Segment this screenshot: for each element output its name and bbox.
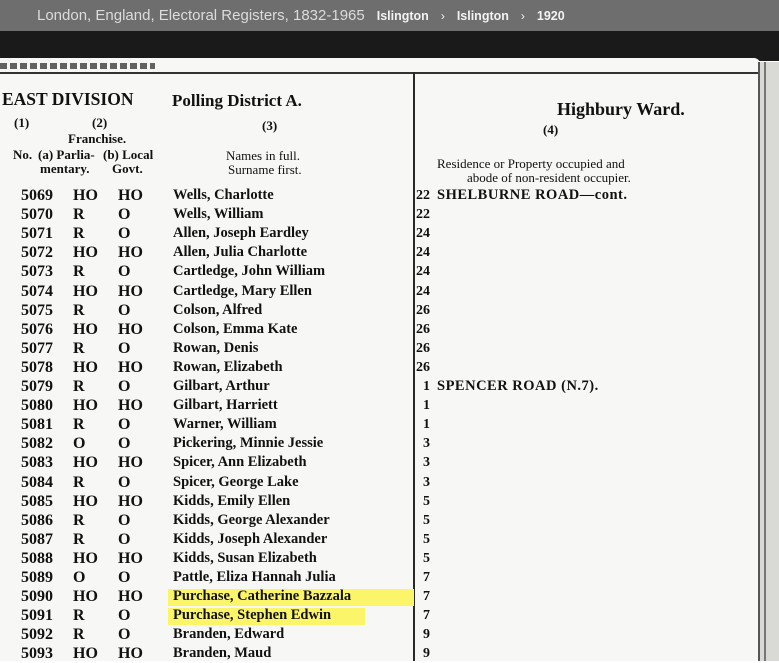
entry-number: 5075 xyxy=(21,301,53,319)
voter-name: Allen, Joseph Eardley xyxy=(173,225,309,242)
local-franchise: HO xyxy=(118,358,143,376)
house-number: 22 xyxy=(416,188,430,203)
house-number: 9 xyxy=(423,646,430,662)
register-row[interactable] xyxy=(0,625,760,644)
register-row[interactable] xyxy=(0,339,760,358)
entry-number: 5078 xyxy=(21,358,53,376)
voter-name: Cartledge, Mary Ellen xyxy=(173,282,312,299)
voter-name: Allen, Julia Charlotte xyxy=(173,244,308,261)
parliamentary-franchise: HO xyxy=(73,397,98,415)
house-number: 26 xyxy=(416,359,430,375)
page-edge-line xyxy=(764,62,766,661)
local-franchise: HO xyxy=(118,645,143,663)
register-row[interactable] xyxy=(0,473,760,492)
register-row[interactable] xyxy=(0,396,760,415)
house-number: 5 xyxy=(423,531,430,547)
col2a-label: (a) Parlia- xyxy=(38,147,95,162)
col2b-label: (b) Local xyxy=(103,147,154,162)
house-number: 3 xyxy=(423,474,430,490)
chevron-right-icon: › xyxy=(440,8,445,23)
local-franchise: HO xyxy=(118,549,143,567)
parliamentary-franchise: R xyxy=(73,416,85,434)
parliamentary-franchise: HO xyxy=(73,454,98,472)
local-franchise: HO xyxy=(118,454,143,472)
voter-name: Pattle, Eliza Hannah Julia xyxy=(173,569,336,585)
local-franchise: O xyxy=(118,511,131,529)
house-number: 24 xyxy=(416,264,430,280)
local-franchise: O xyxy=(118,416,131,434)
house-number: 24 xyxy=(416,226,430,242)
parliamentary-franchise: R xyxy=(73,607,85,625)
col3-label-2: Surname first. xyxy=(228,162,302,177)
entry-number: 5086 xyxy=(21,511,53,529)
register-row[interactable] xyxy=(0,186,760,205)
entry-number: 5092 xyxy=(21,626,53,644)
house-number: 9 xyxy=(423,627,430,643)
house-number: 5 xyxy=(423,493,430,509)
voter-name: Spicer, George Lake xyxy=(173,473,299,490)
parliamentary-franchise: HO xyxy=(73,645,98,663)
voter-name: Branden, Edward xyxy=(173,626,285,643)
entry-number: 5077 xyxy=(21,339,53,357)
collection-title[interactable]: London, England, Electoral Registers, 1832-1965 xyxy=(37,7,365,24)
register-row[interactable] xyxy=(0,205,760,224)
local-franchise: O xyxy=(118,263,131,281)
street-name: SHELBURNE ROAD—cont. xyxy=(437,187,628,203)
parliamentary-franchise: HO xyxy=(73,492,98,510)
breadcrumb-district[interactable]: Islington xyxy=(376,8,429,23)
local-franchise: O xyxy=(118,569,131,586)
voter-name: Pickering, Minnie Jessie xyxy=(173,435,324,452)
parliamentary-franchise: HO xyxy=(73,244,98,262)
local-franchise: O xyxy=(118,435,131,453)
entry-number: 5085 xyxy=(21,492,53,510)
entry-number: 5070 xyxy=(21,206,53,224)
house-number: 22 xyxy=(416,207,430,223)
local-franchise: HO xyxy=(118,320,143,338)
local-franchise: O xyxy=(118,473,131,491)
entry-number: 5072 xyxy=(21,244,53,262)
local-franchise: O xyxy=(118,607,131,625)
chevron-right-icon: › xyxy=(520,8,525,23)
voter-name: Warner, William xyxy=(173,416,277,433)
register-row[interactable] xyxy=(0,549,760,568)
parliamentary-franchise: O xyxy=(73,569,86,586)
parliamentary-franchise: R xyxy=(73,530,85,548)
voter-name: Wells, William xyxy=(173,206,264,223)
col4-label-2: abode of non-resident occupier. xyxy=(467,170,631,185)
parliamentary-franchise: R xyxy=(73,263,85,281)
parliamentary-franchise: R xyxy=(73,626,85,644)
parliamentary-franchise: R xyxy=(73,301,85,319)
house-number: 7 xyxy=(423,608,430,624)
register-row[interactable] xyxy=(0,262,760,281)
parliamentary-franchise: HO xyxy=(73,588,98,606)
house-number: 24 xyxy=(416,283,430,299)
page-edge xyxy=(758,62,779,661)
register-row[interactable] xyxy=(0,606,760,625)
voter-name: Purchase, Stephen Edwin xyxy=(173,607,332,624)
entry-number: 5093 xyxy=(21,645,53,663)
local-franchise: HO xyxy=(118,187,143,204)
voter-name: Branden, Maud xyxy=(173,645,272,662)
entry-number: 5073 xyxy=(21,263,53,281)
entry-number: 5080 xyxy=(21,397,53,415)
col2-number: (2) xyxy=(92,115,108,130)
col2a-label-2: mentary. xyxy=(40,161,90,176)
parliamentary-franchise: R xyxy=(73,511,85,529)
house-number: 7 xyxy=(423,570,430,585)
entry-number: 5090 xyxy=(21,588,53,606)
register-row[interactable] xyxy=(0,644,760,663)
franchise-label: Franchise. xyxy=(68,131,127,146)
entry-number: 5079 xyxy=(21,378,53,395)
parliamentary-franchise: R xyxy=(73,225,85,243)
voter-name: Kidds, Emily Ellen xyxy=(173,492,291,509)
col1-number: (1) xyxy=(14,115,30,130)
local-franchise: HO xyxy=(118,588,143,606)
entry-number: 5089 xyxy=(21,569,53,586)
voter-name: Colson, Emma Kate xyxy=(173,320,298,337)
col1-label: No. xyxy=(13,147,33,162)
parliamentary-franchise: HO xyxy=(73,187,98,204)
house-number: 1 xyxy=(423,417,430,433)
parliamentary-franchise: HO xyxy=(73,320,98,338)
local-franchise: O xyxy=(118,301,131,319)
parliamentary-franchise: HO xyxy=(73,282,98,300)
entry-number: 5083 xyxy=(21,454,53,472)
register-row[interactable] xyxy=(0,587,760,606)
voter-name: Gilbart, Arthur xyxy=(173,378,270,394)
voter-name: Kidds, George Alexander xyxy=(173,511,330,528)
local-franchise: HO xyxy=(118,492,143,510)
voter-name: Kidds, Joseph Alexander xyxy=(173,530,328,547)
local-franchise: HO xyxy=(118,397,143,415)
col3-label: Names in full. xyxy=(226,148,301,163)
viewer-background xyxy=(0,31,779,61)
voter-name: Colson, Alfred xyxy=(173,301,263,318)
local-franchise: O xyxy=(118,339,131,357)
house-number: 1 xyxy=(423,398,430,414)
top-bar xyxy=(0,0,779,31)
voter-name: Gilbart, Harriett xyxy=(173,397,278,414)
entry-number: 5091 xyxy=(21,607,53,625)
house-number: 3 xyxy=(423,455,430,471)
voter-name: Kidds, Susan Elizabeth xyxy=(173,549,317,566)
division-heading: EAST DIVISION xyxy=(2,89,134,109)
house-number: 1 xyxy=(423,379,430,394)
page-header-scribble xyxy=(0,63,155,69)
parliamentary-franchise: R xyxy=(73,206,85,224)
register-row[interactable] xyxy=(0,415,760,434)
col2b-label-2: Govt. xyxy=(112,161,143,176)
district-heading: Polling District A. xyxy=(172,91,302,110)
street-name: SPENCER ROAD (N.7). xyxy=(437,378,599,394)
entry-number: 5076 xyxy=(21,320,53,338)
parliamentary-franchise: HO xyxy=(73,549,98,567)
register-row[interactable] xyxy=(0,320,760,339)
register-row[interactable] xyxy=(0,511,760,530)
parliamentary-franchise: R xyxy=(73,339,85,357)
register-row[interactable] xyxy=(0,568,760,587)
entry-number: 5081 xyxy=(21,416,53,434)
house-number: 3 xyxy=(423,436,430,452)
col4-number: (4) xyxy=(543,122,559,137)
col3-number: (3) xyxy=(262,118,278,133)
entry-number: 5071 xyxy=(21,225,53,243)
register-row[interactable] xyxy=(0,243,760,262)
parliamentary-franchise: R xyxy=(73,473,85,491)
register-row[interactable] xyxy=(0,301,760,320)
register-row[interactable] xyxy=(0,358,760,377)
voter-name: Rowan, Elizabeth xyxy=(173,358,283,375)
breadcrumb-subdistrict[interactable]: Islington xyxy=(456,8,509,23)
local-franchise: O xyxy=(118,626,131,644)
breadcrumb-year[interactable]: 1920 xyxy=(536,8,565,23)
entry-number: 5074 xyxy=(21,282,53,300)
ward-heading: Highbury Ward. xyxy=(557,99,685,119)
house-number: 26 xyxy=(416,321,430,337)
parliamentary-franchise: R xyxy=(73,378,85,395)
local-franchise: HO xyxy=(118,244,143,262)
entry-number: 5084 xyxy=(21,473,53,491)
register-row[interactable] xyxy=(0,377,760,396)
local-franchise: O xyxy=(118,530,131,548)
entry-number: 5087 xyxy=(21,530,53,548)
house-number: 24 xyxy=(416,245,430,261)
house-number: 7 xyxy=(423,589,430,605)
header-rule xyxy=(0,72,758,74)
register-row[interactable] xyxy=(0,282,760,301)
house-number: 26 xyxy=(416,340,430,356)
voter-name: Spicer, Ann Elizabeth xyxy=(173,454,307,471)
local-franchise: O xyxy=(118,225,131,243)
house-number: 5 xyxy=(423,512,430,528)
local-franchise: O xyxy=(118,206,131,224)
voter-name: Rowan, Denis xyxy=(173,339,259,356)
local-franchise: O xyxy=(118,378,131,395)
entry-number: 5082 xyxy=(21,435,53,453)
parliamentary-franchise: O xyxy=(73,435,86,453)
register-row[interactable] xyxy=(0,492,760,511)
register-row[interactable] xyxy=(0,434,760,453)
parliamentary-franchise: HO xyxy=(73,358,98,376)
voter-name: Cartledge, John William xyxy=(173,263,326,280)
register-row[interactable] xyxy=(0,224,760,243)
house-number: 26 xyxy=(416,302,430,318)
voter-name: Wells, Charlotte xyxy=(173,187,274,203)
house-number: 5 xyxy=(423,550,430,566)
voter-name: Purchase, Catherine Bazzala xyxy=(173,588,352,605)
entry-number: 5069 xyxy=(21,187,53,204)
register-row[interactable] xyxy=(0,530,760,549)
register-row[interactable] xyxy=(0,453,760,472)
col4-label: Residence or Property occupied and xyxy=(437,156,625,171)
entry-number: 5088 xyxy=(21,549,53,567)
local-franchise: HO xyxy=(118,282,143,300)
